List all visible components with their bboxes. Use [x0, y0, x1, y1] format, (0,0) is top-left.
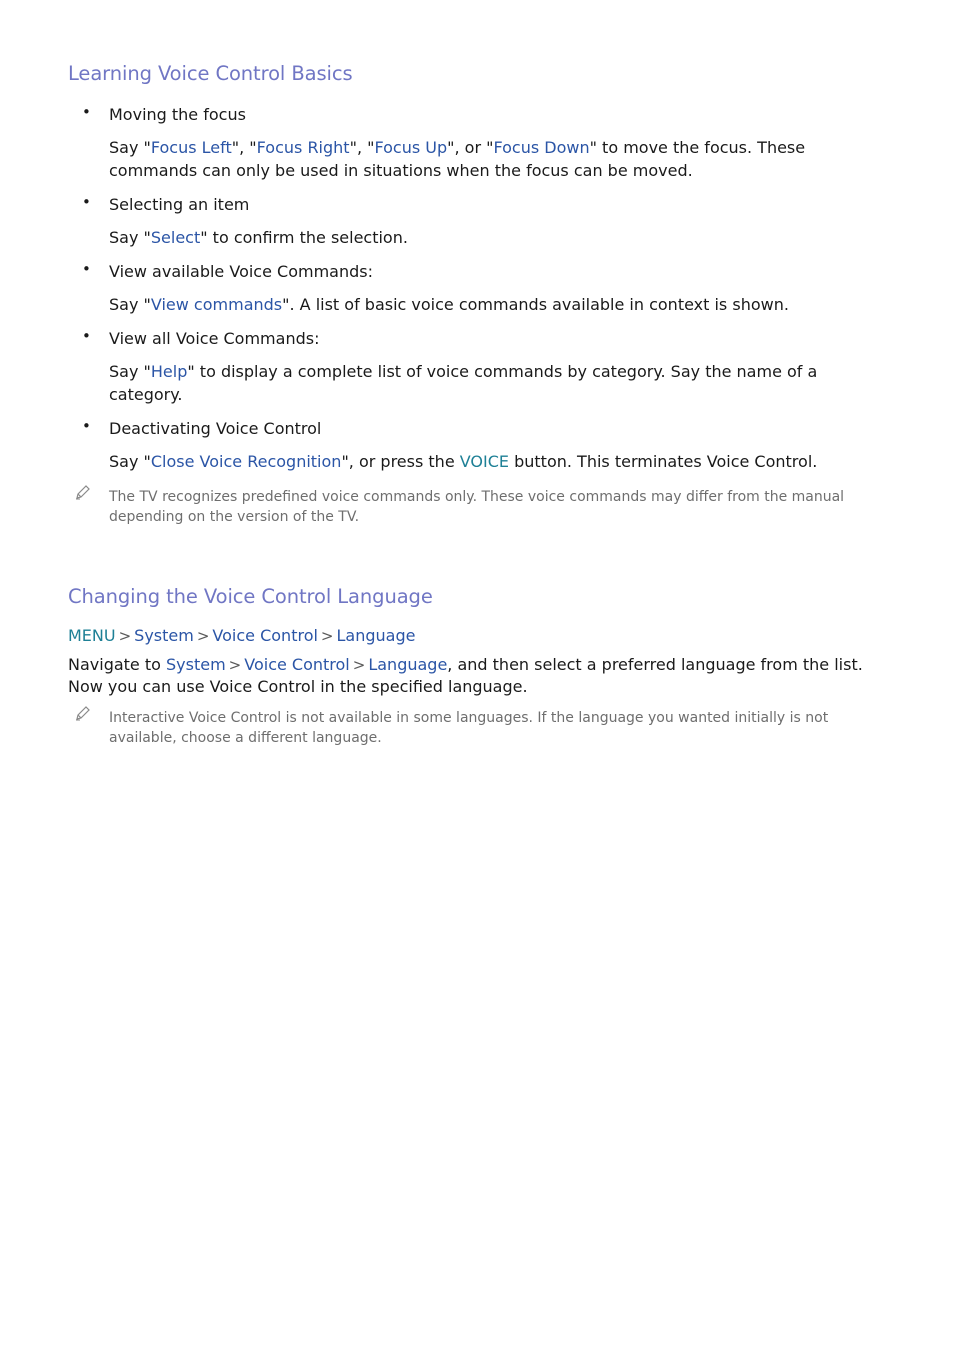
voice-command: Focus Up [374, 138, 448, 157]
path-step-system: System [166, 655, 226, 674]
body-text: Say " [109, 138, 151, 157]
note-text: Interactive Voice Control is not available in some languages. If the language you wanted initially is not available, choose a different language. [109, 710, 829, 746]
note [68, 708, 868, 748]
chevron-right-icon: > [320, 627, 334, 645]
bullet-icon: • [82, 103, 91, 121]
item-title: Deactivating Voice Control [109, 419, 322, 438]
body-text: ", " [231, 138, 257, 157]
body-text: " to confirm the selection. [200, 228, 408, 247]
bullet-icon: • [82, 193, 91, 211]
body-text: " to move the focus. These commands can only be used in situations when the focus can be moved. [109, 138, 806, 180]
list-item [68, 260, 868, 316]
body-text: Say " [109, 452, 151, 471]
path-step-language: Language [368, 655, 448, 674]
section-heading: Learning Voice Control Basics [68, 62, 353, 85]
voice-command: Focus Down [493, 138, 590, 157]
pencil-icon [74, 483, 92, 501]
list-item [68, 103, 868, 182]
chevron-right-icon: > [118, 627, 132, 645]
path-step-voice-control: Voice Control [244, 655, 350, 674]
chevron-right-icon: > [228, 656, 242, 674]
item-body [109, 226, 868, 249]
command-list [68, 103, 868, 473]
body-text: Say " [109, 228, 151, 247]
menu-key: MENU [68, 626, 116, 645]
bullet-icon: • [82, 260, 91, 278]
path-step-language: Language [336, 626, 416, 645]
body-text: ", " [349, 138, 375, 157]
item-body [109, 136, 868, 182]
list-item [68, 193, 868, 249]
voice-command: Focus Right [256, 138, 350, 157]
voice-command: Help [150, 362, 188, 381]
note [68, 487, 868, 527]
body-text: " to display a complete list of voice commands by category. Say the name of a category. [109, 362, 818, 404]
item-body [109, 293, 868, 316]
pencil-icon [74, 704, 92, 722]
item-title: Selecting an item [109, 195, 250, 214]
section-heading: Changing the Voice Control Language [68, 585, 433, 608]
body-text: Say " [109, 362, 151, 381]
body-text: Say " [109, 295, 151, 314]
remote-key: VOICE [459, 452, 510, 471]
bullet-icon: • [82, 327, 91, 345]
item-title: Moving the focus [109, 105, 246, 124]
list-item [68, 417, 868, 473]
chevron-right-icon: > [196, 627, 210, 645]
body-text: button. This terminates Voice Control. [509, 452, 818, 471]
item-title: View available Voice Commands: [109, 262, 373, 281]
section-change-language [68, 585, 868, 748]
voice-command: View commands [150, 295, 283, 314]
menu-path [68, 624, 868, 648]
bullet-icon: • [82, 417, 91, 435]
para-lead: Navigate to [68, 655, 166, 674]
list-item [68, 327, 868, 406]
body-text: ", or press the [341, 452, 460, 471]
para-tail: , and then select a preferred language from the list. Now you can use Voice Control in the specified language. [68, 655, 863, 696]
item-body [109, 450, 868, 473]
chevron-right-icon: > [352, 656, 366, 674]
body-text: ". A list of basic voice commands available in context is shown. [282, 295, 789, 314]
instructions-paragraph [68, 654, 868, 698]
voice-command: Select [150, 228, 201, 247]
body-text: ", or " [447, 138, 494, 157]
voice-command: Close Voice Recognition [150, 452, 342, 471]
item-title: View all Voice Commands: [109, 329, 320, 348]
path-step-system: System [134, 626, 194, 645]
path-step-voice-control: Voice Control [212, 626, 318, 645]
voice-command: Focus Left [150, 138, 232, 157]
note-text: The TV recognizes predefined voice commands only. These voice commands may differ from the manual depending on the version of the TV. [109, 489, 845, 525]
item-body [109, 360, 868, 406]
section-voice-basics [68, 62, 868, 527]
